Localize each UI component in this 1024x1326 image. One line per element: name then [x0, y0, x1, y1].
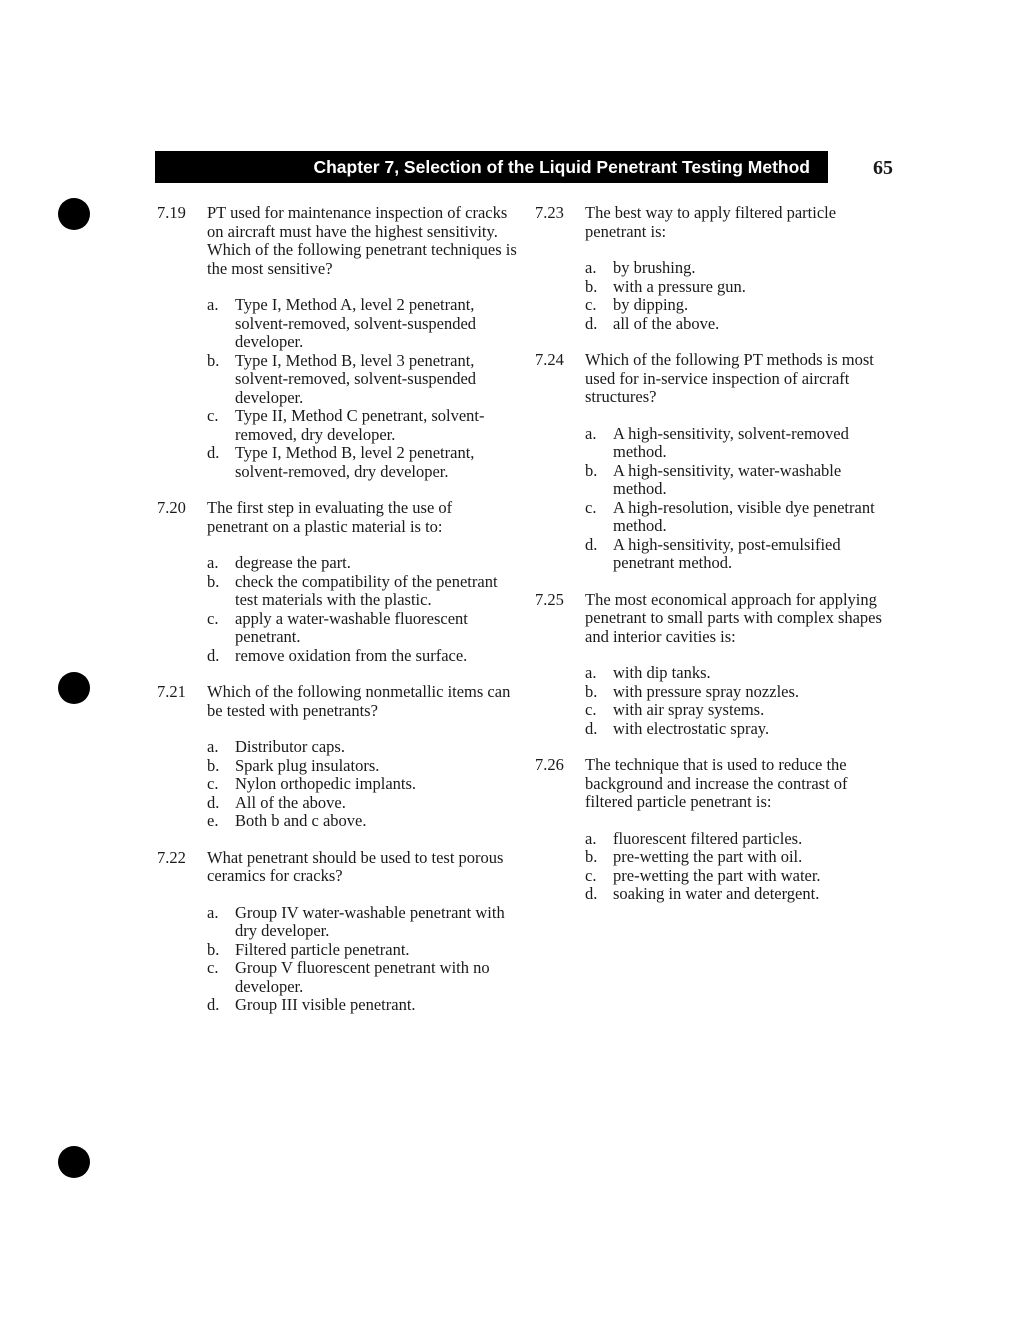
answer-option [207, 959, 517, 996]
answer-option [585, 462, 895, 499]
answer-text: check the compatibility of the penetrant test materials with the plastic. [235, 571, 498, 609]
answer-text: Spark plug insulators. [235, 755, 380, 775]
answer-letter: b. [585, 681, 598, 701]
question-number: 7.26 [535, 755, 564, 774]
question-number: 7.19 [157, 203, 186, 222]
answer-text: A high-sensitivity, solvent-removed method. [613, 423, 849, 461]
answer-option [585, 848, 895, 867]
answer-text: degrease the part. [235, 553, 351, 572]
left-column [157, 204, 517, 1033]
answer-option [207, 941, 517, 960]
answer-letter: a. [207, 295, 219, 314]
answer-option [585, 885, 895, 904]
answer-letter: d. [585, 313, 598, 333]
answer-text: by dipping. [613, 295, 689, 314]
question-text: The first step in evaluating the use of penetrant on a plastic material is to: [207, 498, 453, 536]
chapter-header: Chapter 7, Selection of the Liquid Penetrant Testing Method [155, 151, 828, 183]
answer-option [585, 701, 895, 720]
answer-text: Distributor caps. [235, 737, 345, 756]
answer-letter: a. [207, 553, 219, 572]
right-column [535, 204, 895, 922]
answer-letter: d. [585, 884, 598, 903]
answer-option [207, 904, 517, 941]
answer-option [585, 425, 895, 462]
answer-text: Type I, Method B, level 2 penetrant, solvent-removed, dry developer. [235, 443, 475, 481]
answer-text: Both b and c above. [235, 811, 367, 830]
answer-text: soaking in water and detergent. [613, 884, 820, 903]
answer-option [207, 812, 517, 831]
answer-letter: d. [585, 718, 598, 738]
answer-letter: c. [207, 608, 219, 628]
answer-text: with pressure spray nozzles. [613, 681, 800, 701]
answer-option [207, 296, 517, 352]
answer-text: A high-sensitivity, water-washable method. [613, 460, 842, 498]
answer-letter: b. [585, 460, 598, 480]
answer-text: with electrostatic spray. [613, 718, 770, 738]
answer-text: Type I, Method B, level 3 penetrant, solvent-removed, solvent-suspended developer. [235, 350, 477, 407]
answer-letter: d. [207, 792, 220, 812]
question [157, 849, 517, 1015]
answer-text: apply a water-washable fluorescent penetrant. [235, 608, 468, 646]
answer-option [207, 554, 517, 573]
question [535, 756, 895, 904]
answer-option [585, 315, 895, 334]
answer-text: fluorescent filtered particles. [613, 828, 803, 848]
answer-list [207, 296, 517, 481]
answer-option [207, 775, 517, 794]
answer-option [207, 610, 517, 647]
question-text: The best way to apply filtered particle penetrant is: [585, 203, 837, 241]
answer-letter: d. [207, 443, 220, 462]
question [157, 683, 517, 831]
question-text: PT used for maintenance inspection of cracks on aircraft must have the highest sensitivity. Which of the following penetrant techniques is the most sensitive? [207, 203, 517, 278]
answer-option [585, 278, 895, 297]
answer-option [585, 664, 895, 683]
answer-option [585, 867, 895, 886]
answer-text: Filtered particle penetrant. [235, 939, 410, 959]
answer-letter: a. [585, 828, 597, 848]
answer-option [585, 720, 895, 739]
answer-option [585, 259, 895, 278]
answer-option [207, 573, 517, 610]
answer-text: with air spray systems. [613, 700, 765, 719]
answer-letter: a. [207, 737, 219, 756]
answer-option [585, 499, 895, 536]
binder-hole-bottom [58, 1146, 90, 1178]
answer-list [585, 259, 895, 333]
page-number: 65 [873, 157, 893, 179]
answer-letter: a. [207, 902, 219, 922]
answer-letter: c. [207, 406, 219, 425]
answer-option [207, 352, 517, 408]
question-text: The most economical approach for applying penetrant to small parts with complex shapes and interior cavities is: [585, 589, 882, 646]
answer-list [585, 664, 895, 738]
answer-list [585, 425, 895, 573]
question [535, 351, 895, 573]
answer-option [207, 996, 517, 1015]
answer-option [207, 757, 517, 776]
answer-list [207, 554, 517, 665]
binder-hole-top [58, 198, 90, 230]
question-number: 7.25 [535, 589, 564, 609]
answer-text: Group V fluorescent penetrant with no developer. [235, 958, 490, 996]
answer-text: all of the above. [613, 313, 720, 333]
question-number: 7.22 [157, 847, 186, 867]
question [535, 591, 895, 739]
binder-hole-middle [58, 672, 90, 704]
answer-letter: c. [585, 295, 597, 314]
answer-text: by brushing. [613, 258, 696, 277]
answer-letter: d. [207, 995, 220, 1014]
question-text: Which of the following nonmetallic items can be tested with penetrants? [207, 682, 511, 720]
answer-list [585, 830, 895, 904]
answer-text: Group III visible penetrant. [235, 995, 416, 1014]
answer-text: pre-wetting the part with water. [613, 865, 821, 885]
answer-list [207, 738, 517, 831]
question-text: Which of the following PT methods is most used for in-service inspection of aircraft structures? [585, 350, 874, 406]
answer-letter: b. [207, 350, 220, 370]
answer-text: A high-resolution, visible dye penetrant method. [613, 497, 875, 535]
answer-text: A high-sensitivity, post-emulsified penetrant method. [613, 534, 841, 572]
answer-letter: c. [585, 497, 597, 517]
question-number: 7.24 [535, 350, 564, 369]
answer-letter: d. [207, 645, 220, 665]
answer-list [207, 904, 517, 1015]
answer-option [585, 296, 895, 315]
question-number: 7.21 [157, 682, 186, 701]
answer-option [585, 536, 895, 573]
answer-text: pre-wetting the part with oil. [613, 847, 803, 866]
question-number: 7.20 [157, 498, 186, 517]
answer-option [585, 830, 895, 849]
answer-letter: b. [207, 939, 220, 959]
question [157, 499, 517, 665]
answer-letter: a. [585, 423, 597, 443]
question-number: 7.23 [535, 203, 564, 222]
answer-text: with dip tanks. [613, 663, 711, 682]
answer-letter: c. [585, 865, 597, 885]
answer-text: Type II, Method C penetrant, solvent-removed, dry developer. [235, 406, 485, 444]
answer-option [585, 683, 895, 702]
answer-text: Nylon orthopedic implants. [235, 774, 417, 793]
answer-text: All of the above. [235, 792, 346, 812]
answer-letter: c. [585, 700, 597, 719]
answer-letter: b. [585, 847, 598, 866]
answer-letter: b. [207, 571, 220, 591]
answer-text: Type I, Method A, level 2 penetrant, solvent-removed, solvent-suspended developer. [235, 295, 477, 351]
question [535, 204, 895, 333]
answer-letter: b. [585, 276, 598, 296]
answer-letter: e. [207, 811, 219, 830]
answer-option [207, 647, 517, 666]
answer-text: with a pressure gun. [613, 276, 746, 296]
answer-option [207, 444, 517, 481]
question-text: The technique that is used to reduce the background and increase the contrast of filtered particle penetrant is: [585, 755, 848, 811]
answer-letter: a. [585, 663, 597, 682]
answer-letter: a. [585, 258, 597, 277]
answer-text: Group IV water-washable penetrant with dry developer. [235, 902, 505, 940]
question-text: What penetrant should be used to test porous ceramics for cracks? [207, 847, 504, 885]
answer-letter: c. [207, 958, 219, 977]
answer-option [207, 794, 517, 813]
answer-option [207, 738, 517, 757]
answer-letter: b. [207, 755, 220, 775]
answer-letter: d. [585, 534, 598, 554]
answer-letter: c. [207, 774, 219, 793]
answer-text: remove oxidation from the surface. [235, 645, 468, 665]
question [157, 204, 517, 481]
answer-option [207, 407, 517, 444]
